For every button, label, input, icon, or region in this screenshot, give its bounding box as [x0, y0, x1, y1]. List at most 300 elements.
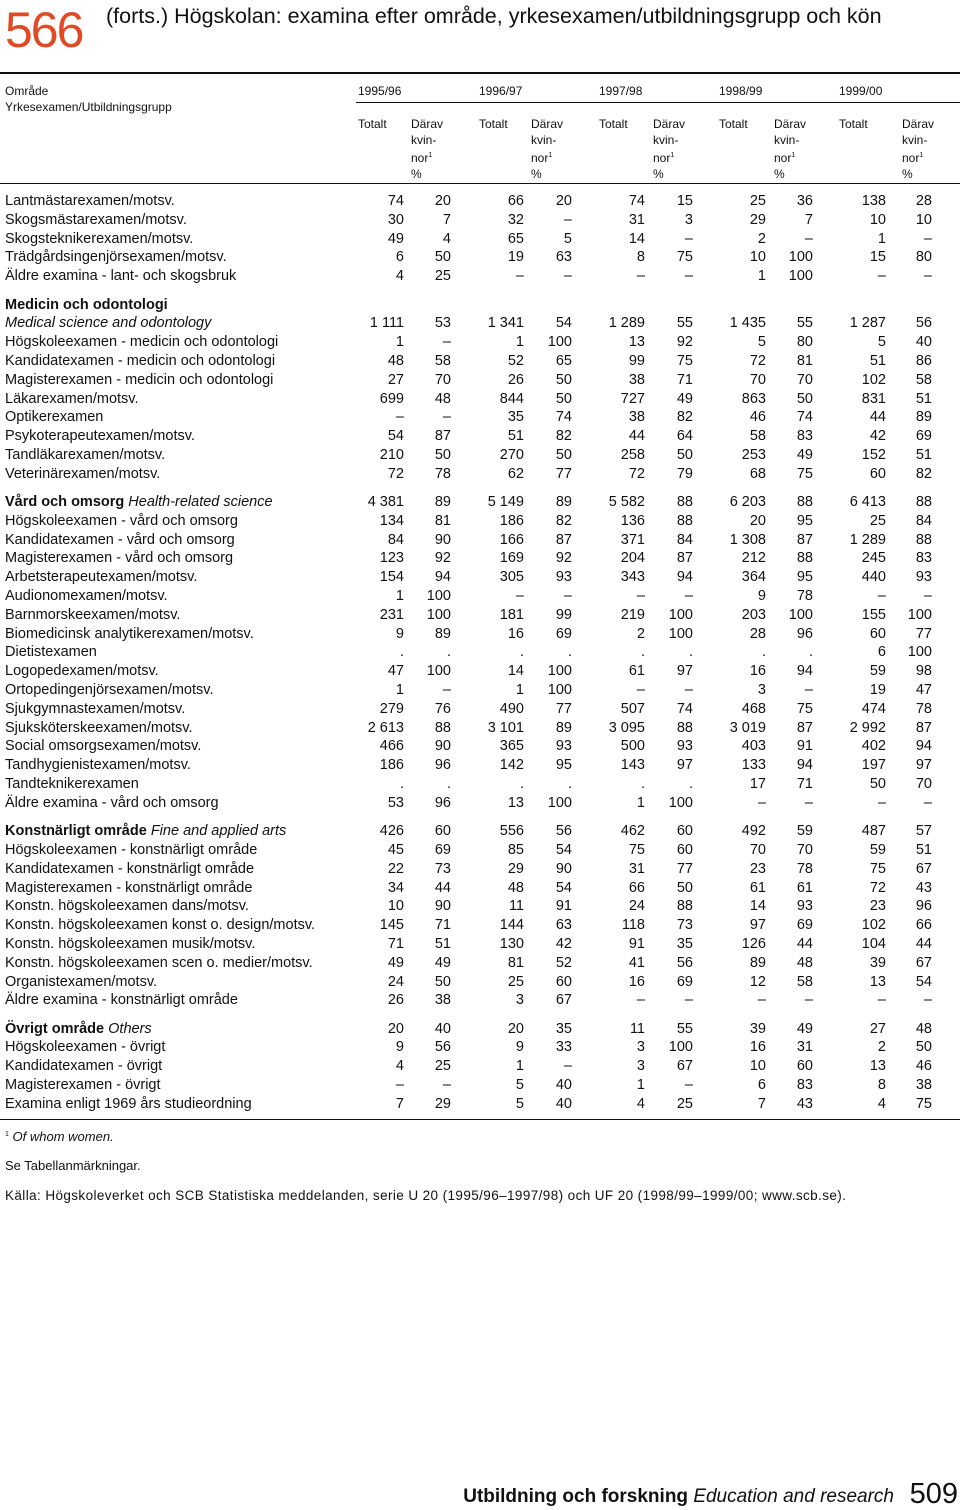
women-share-cell: 80 — [915, 249, 932, 266]
women-share-line — [774, 148, 822, 166]
total-cell: 144 — [499, 917, 524, 934]
row-label-text: Magisterexamen - övrigt — [5, 1077, 161, 1093]
row-label — [5, 1038, 165, 1057]
women-share-cell: 87 — [915, 719, 932, 736]
table-row — [0, 1038, 960, 1057]
women-share-cell: 50 — [555, 446, 572, 463]
women-share-cell: – — [563, 211, 572, 228]
total-cell: – — [757, 992, 766, 1009]
women-share-cell: 67 — [555, 992, 572, 1009]
women-share-cell: 50 — [555, 390, 572, 407]
table-row — [0, 879, 960, 898]
total-cell: 5 — [515, 1095, 524, 1112]
row-label — [5, 954, 313, 973]
table-row — [0, 230, 960, 249]
women-share-cell: 56 — [676, 954, 693, 971]
total-cell: 3 095 — [608, 719, 645, 736]
total-cell: 203 — [741, 606, 766, 623]
footnote-marker: 1 — [5, 1131, 9, 1138]
total-cell: 75 — [628, 841, 645, 858]
women-share-cell: 91 — [555, 898, 572, 915]
total-cell: 6 — [757, 1077, 766, 1093]
row-label — [5, 897, 249, 916]
total-cell: 59 — [869, 663, 886, 680]
women-share-cell: 70 — [796, 371, 813, 388]
year-header: 1998/99 — [719, 84, 763, 98]
total-cell: 556 — [499, 823, 524, 840]
row-label — [5, 794, 219, 813]
table-row — [0, 841, 960, 860]
row-label-text: Högskoleexamen - medicin och odontologi — [5, 334, 279, 351]
women-share-cell: 31 — [796, 1039, 813, 1056]
total-cell: 99 — [628, 352, 645, 369]
total-cell: 5 149 — [487, 494, 524, 510]
total-cell: 66 — [507, 193, 524, 209]
row-label — [5, 841, 257, 860]
total-cell: 60 — [869, 625, 886, 642]
year-header: 1997/98 — [599, 84, 643, 98]
women-share-cell: – — [684, 588, 693, 604]
women-share-cell: 35 — [555, 1020, 572, 1037]
row-label-text: Barnmorskeexamen/motsv. — [5, 606, 181, 623]
total-cell: – — [877, 794, 886, 811]
total-cell: 1 — [515, 1058, 524, 1075]
women-share-line — [411, 148, 459, 166]
total-cell: 22 — [387, 860, 404, 877]
total-cell: 71 — [387, 935, 404, 952]
women-share-cell: 10 — [915, 211, 932, 228]
total-cell: 130 — [499, 935, 524, 952]
women-share-cell: – — [804, 682, 813, 698]
row-label-text: Äldre examina - vård och omsorg — [5, 794, 219, 811]
total-cell: 231 — [379, 606, 404, 623]
total-cell: 145 — [379, 917, 404, 934]
row-label-text: Logopedexamen/motsv. — [5, 663, 159, 680]
total-cell: 270 — [499, 446, 524, 463]
women-share-line — [653, 148, 701, 166]
women-share-cell: 7 — [442, 211, 451, 228]
table-row — [0, 681, 960, 700]
women-share-cell: 58 — [915, 371, 932, 388]
women-share-line: Därav — [531, 117, 564, 131]
women-share-cell: 48 — [796, 954, 813, 971]
row-label — [5, 248, 227, 267]
women-share-header — [653, 116, 701, 182]
total-cell: 11 — [508, 898, 524, 915]
row-label — [5, 390, 139, 409]
total-cell: 4 — [636, 1095, 645, 1112]
women-share-cell: 100 — [788, 606, 813, 623]
table-row — [0, 935, 960, 954]
women-share-cell: 7 — [804, 211, 813, 228]
table-row — [0, 427, 960, 446]
year-rule — [356, 102, 960, 103]
row-label-text: Konstn. högskoleexamen scen o. medier/motsv. — [5, 954, 313, 971]
total-cell: 38 — [628, 371, 645, 388]
women-share-cell: 100 — [788, 249, 813, 266]
women-share-cell: 69 — [796, 917, 813, 934]
row-label-text: Konstnärligt område — [5, 823, 147, 840]
row-label — [5, 916, 315, 935]
women-share-cell: 60 — [796, 1058, 813, 1075]
women-share-line: kvin- — [774, 133, 800, 147]
total-cell: . — [399, 776, 404, 792]
total-cell: 136 — [620, 512, 645, 529]
women-share-cell: 89 — [434, 494, 451, 510]
total-cell: . — [399, 644, 404, 661]
total-cell: 134 — [379, 512, 404, 529]
total-cell: – — [636, 588, 645, 604]
women-share-cell: – — [923, 268, 932, 285]
total-cell: 3 — [636, 1058, 645, 1075]
row-label — [5, 192, 175, 211]
table-row — [0, 662, 960, 681]
women-share-cell: 97 — [676, 663, 693, 680]
row-label — [5, 352, 275, 371]
women-share-cell: 96 — [915, 898, 932, 915]
women-share-line: Därav — [653, 117, 686, 131]
women-share-cell: 100 — [668, 625, 693, 642]
table-row — [0, 549, 960, 568]
women-share-cell: – — [442, 334, 451, 351]
women-share-cell: 35 — [676, 935, 693, 952]
women-share-cell: 55 — [676, 1020, 693, 1037]
women-share-cell: – — [684, 992, 693, 1009]
row-label — [5, 737, 201, 756]
women-share-cell: 65 — [555, 352, 572, 369]
total-cell: 7 — [395, 1095, 404, 1112]
women-share-cell: 94 — [796, 663, 813, 680]
total-cell: 72 — [387, 465, 404, 482]
table-row — [0, 512, 960, 531]
row-label — [5, 860, 254, 879]
women-share-cell: 81 — [796, 352, 813, 369]
women-share-cell: 88 — [915, 494, 932, 510]
women-share-line: Därav — [902, 117, 935, 131]
row-label-text: Medical science and odontology — [5, 315, 212, 332]
women-share-cell: 49 — [676, 390, 693, 407]
row-label — [5, 512, 238, 531]
total-cell: 126 — [741, 935, 766, 952]
women-share-cell: . — [688, 644, 693, 661]
total-cell: 38 — [628, 409, 645, 426]
total-cell: 49 — [387, 954, 404, 971]
total-cell: 4 — [395, 1058, 404, 1075]
women-share-cell: 66 — [915, 917, 932, 934]
women-share-cell: 60 — [434, 823, 451, 840]
table-row — [0, 587, 960, 606]
women-share-cell: . — [688, 776, 693, 792]
total-cell: 6 — [877, 644, 886, 661]
total-cell: 1 — [877, 230, 886, 247]
total-cell: 133 — [741, 757, 766, 774]
row-label-text: Ortopedingenjörsexamen/motsv. — [5, 682, 214, 698]
total-cell: 48 — [387, 352, 404, 369]
row-label — [5, 973, 157, 992]
women-share-word: nor — [653, 151, 671, 165]
women-share-cell: 94 — [796, 757, 813, 774]
row-label — [5, 935, 255, 954]
women-share-cell: 88 — [434, 719, 451, 736]
row-label — [5, 568, 197, 587]
total-cell: 1 — [395, 682, 404, 698]
row-label-text: Dietistexamen — [5, 644, 97, 661]
total-cell: 2 — [757, 230, 766, 247]
table-row — [0, 446, 960, 465]
women-share-cell: – — [923, 794, 932, 811]
total-cell: 440 — [861, 569, 886, 586]
women-share-cell: – — [684, 1077, 693, 1093]
women-share-cell: 40 — [434, 1020, 451, 1037]
total-cell: 5 582 — [608, 494, 645, 510]
total-cell: 53 — [387, 794, 404, 811]
women-share-cell: 100 — [788, 268, 813, 285]
women-share-cell: 73 — [676, 917, 693, 934]
total-cell: 102 — [861, 917, 886, 934]
total-cell: 75 — [869, 860, 886, 877]
row-label-text: Sjukgymnastexamen/motsv. — [5, 700, 186, 717]
total-cell: 152 — [861, 446, 886, 463]
women-share-cell: 70 — [796, 841, 813, 858]
total-header: Totalt — [599, 117, 628, 131]
total-cell: 16 — [507, 625, 524, 642]
total-cell: 118 — [621, 917, 645, 934]
women-share-cell: 88 — [796, 494, 813, 510]
women-share-header — [774, 116, 822, 182]
total-cell: 181 — [499, 606, 524, 623]
women-share-cell: 50 — [796, 390, 813, 407]
total-cell: 9 — [395, 1039, 404, 1056]
women-share-cell: 54 — [555, 879, 572, 896]
total-cell: 29 — [507, 860, 524, 877]
total-cell: 197 — [861, 757, 886, 774]
total-cell: 5 — [515, 1077, 524, 1093]
table-row — [0, 248, 960, 267]
women-share-cell: 94 — [676, 569, 693, 586]
table-row — [0, 973, 960, 992]
total-cell: 85 — [507, 841, 524, 858]
women-share-cell: 51 — [915, 390, 932, 407]
women-share-cell: 100 — [426, 663, 451, 680]
total-cell: – — [877, 992, 886, 1009]
women-share-cell: 98 — [915, 663, 932, 680]
total-cell: 6 413 — [849, 494, 886, 510]
women-share-cell: – — [923, 588, 932, 604]
women-share-cell: 100 — [426, 606, 451, 623]
total-cell: 27 — [869, 1020, 886, 1037]
total-cell: 5 — [757, 334, 766, 351]
total-cell: 365 — [499, 738, 524, 755]
women-share-cell: 84 — [676, 531, 693, 548]
table-row — [0, 860, 960, 879]
total-cell: 155 — [861, 606, 886, 623]
women-share-cell: 88 — [676, 512, 693, 529]
table-row — [0, 700, 960, 719]
area-label: Område — [5, 84, 49, 98]
total-cell: 48 — [507, 879, 524, 896]
women-share-cell: 84 — [915, 512, 932, 529]
women-share-cell: 95 — [555, 757, 572, 774]
total-cell: 91 — [628, 935, 645, 952]
total-cell: 74 — [387, 193, 404, 209]
women-share-cell: 43 — [915, 879, 932, 896]
women-share-cell: 94 — [434, 569, 451, 586]
women-share-cell: 67 — [915, 954, 932, 971]
total-cell: 123 — [379, 550, 404, 567]
total-cell: 166 — [499, 531, 524, 548]
women-share-cell: 100 — [668, 794, 693, 811]
women-share-cell: . — [808, 644, 813, 661]
women-share-cell: 95 — [796, 569, 813, 586]
row-label — [5, 333, 278, 352]
total-cell: – — [877, 268, 886, 285]
women-share-cell: 70 — [434, 371, 451, 388]
row-label-text: Lantmästarexamen/motsv. — [5, 193, 175, 209]
total-cell: 9 — [515, 1039, 524, 1056]
women-share-cell: 75 — [796, 465, 813, 482]
women-share-cell: 97 — [676, 757, 693, 774]
total-cell: 507 — [620, 700, 645, 717]
total-cell: 4 — [877, 1095, 886, 1112]
women-share-cell: 50 — [434, 249, 451, 266]
women-share-cell: 75 — [676, 352, 693, 369]
total-cell: 47 — [387, 663, 404, 680]
total-cell: 1 308 — [729, 531, 766, 548]
row-label-text: Tandteknikerexamen — [5, 776, 139, 792]
women-share-cell: 100 — [668, 606, 693, 623]
row-label-text: Vård och omsorg — [5, 494, 125, 510]
row-label-text: Medicin och odontologi — [5, 296, 168, 313]
row-label — [5, 230, 193, 249]
total-cell: 3 019 — [729, 719, 766, 736]
row-label — [5, 531, 235, 550]
women-share-cell: 77 — [555, 465, 572, 482]
total-cell: 169 — [499, 550, 524, 567]
total-cell: 62 — [507, 465, 524, 482]
row-label-text: Övrigt område — [5, 1020, 105, 1037]
total-cell: 9 — [395, 625, 404, 642]
women-share-line: kvin- — [411, 133, 437, 147]
women-share-cell: 100 — [547, 794, 572, 811]
women-share-cell: 83 — [915, 550, 932, 567]
women-share-cell: 75 — [915, 1095, 932, 1112]
row-label-text: Kandidatexamen - övrigt — [5, 1058, 163, 1075]
women-share-cell: 58 — [796, 973, 813, 990]
women-share-cell: – — [563, 268, 572, 285]
women-share-cell: 86 — [915, 352, 932, 369]
table-row — [0, 916, 960, 935]
row-label — [5, 267, 236, 286]
row-label — [5, 681, 213, 700]
women-share-cell: – — [923, 230, 932, 247]
table-row — [0, 408, 960, 427]
source-note: Källa: Högskoleverket och SCB Statistiska meddelanden, serie U 20 (1995/96–1997/98) och UF 20 (1998/99–1999/00; www.scb.se). — [5, 1188, 847, 1203]
women-share-cell: 71 — [434, 917, 451, 934]
women-share-cell: 58 — [434, 352, 451, 369]
women-share-cell: 71 — [796, 776, 813, 792]
women-share-cell: – — [684, 268, 693, 285]
row-label — [5, 427, 195, 446]
percent-unit: % — [774, 167, 785, 181]
row-label-text: Äldre examina - lant- och skogsbruk — [5, 268, 237, 285]
total-cell: 142 — [499, 757, 524, 774]
total-header: Totalt — [719, 117, 748, 131]
total-cell: 68 — [749, 465, 766, 482]
women-share-cell: 20 — [555, 193, 572, 209]
total-cell: 462 — [620, 823, 645, 840]
women-share-cell: 69 — [434, 841, 451, 858]
women-share-cell: 49 — [796, 1020, 813, 1037]
women-share-cell: 74 — [796, 409, 813, 426]
row-label — [5, 719, 193, 738]
total-cell: 104 — [861, 935, 886, 952]
women-share-line: Därav — [411, 117, 444, 131]
women-share-cell: 100 — [426, 588, 451, 604]
total-cell: 23 — [749, 860, 766, 877]
total-cell: . — [640, 776, 645, 792]
total-cell: 52 — [507, 352, 524, 369]
total-cell: 72 — [749, 352, 766, 369]
total-cell: – — [515, 268, 524, 285]
total-cell: 13 — [628, 334, 645, 351]
total-cell: 1 — [636, 1077, 645, 1093]
page-footer — [463, 1486, 894, 1508]
table-row — [0, 296, 960, 315]
women-share-cell: 88 — [796, 550, 813, 567]
row-label — [5, 493, 273, 512]
total-cell: 14 — [628, 230, 645, 247]
total-cell: 1 — [636, 794, 645, 811]
women-share-cell: 82 — [555, 512, 572, 529]
women-share-cell: 69 — [555, 625, 572, 642]
women-share-line — [531, 148, 579, 166]
table-row — [0, 1020, 960, 1039]
table-row — [0, 643, 960, 662]
total-cell: 699 — [379, 390, 404, 407]
table-row — [0, 1076, 960, 1095]
women-share-cell: 60 — [676, 841, 693, 858]
row-label — [5, 314, 211, 333]
women-share-cell: 43 — [796, 1095, 813, 1112]
women-share-cell: 51 — [434, 935, 451, 952]
women-share-cell: 90 — [434, 738, 451, 755]
total-cell: – — [757, 794, 766, 811]
row-label — [5, 211, 187, 230]
footnote-marker: 1 — [428, 152, 433, 159]
total-cell: 219 — [620, 606, 645, 623]
women-share-word: nor — [774, 151, 792, 165]
total-cell: 844 — [499, 390, 524, 407]
footer-title-en: Education and research — [693, 1486, 894, 1507]
total-cell: 97 — [749, 917, 766, 934]
total-cell: 26 — [507, 371, 524, 388]
row-label-text: Högskoleexamen - vård och omsorg — [5, 512, 238, 529]
women-share-word: nor — [531, 151, 549, 165]
total-cell: 27 — [387, 371, 404, 388]
women-share-cell: 87 — [434, 428, 451, 445]
footer-title-sv: Utbildning och forskning — [463, 1486, 689, 1507]
total-cell: 45 — [387, 841, 404, 858]
total-cell: – — [636, 268, 645, 285]
women-share-cell: 78 — [434, 465, 451, 482]
table-row — [0, 794, 960, 813]
women-share-cell: 88 — [676, 494, 693, 510]
total-cell: 15 — [869, 249, 886, 266]
total-cell: 102 — [861, 371, 886, 388]
total-cell: 46 — [749, 409, 766, 426]
table-row — [0, 991, 960, 1010]
women-share-cell: 60 — [676, 823, 693, 840]
